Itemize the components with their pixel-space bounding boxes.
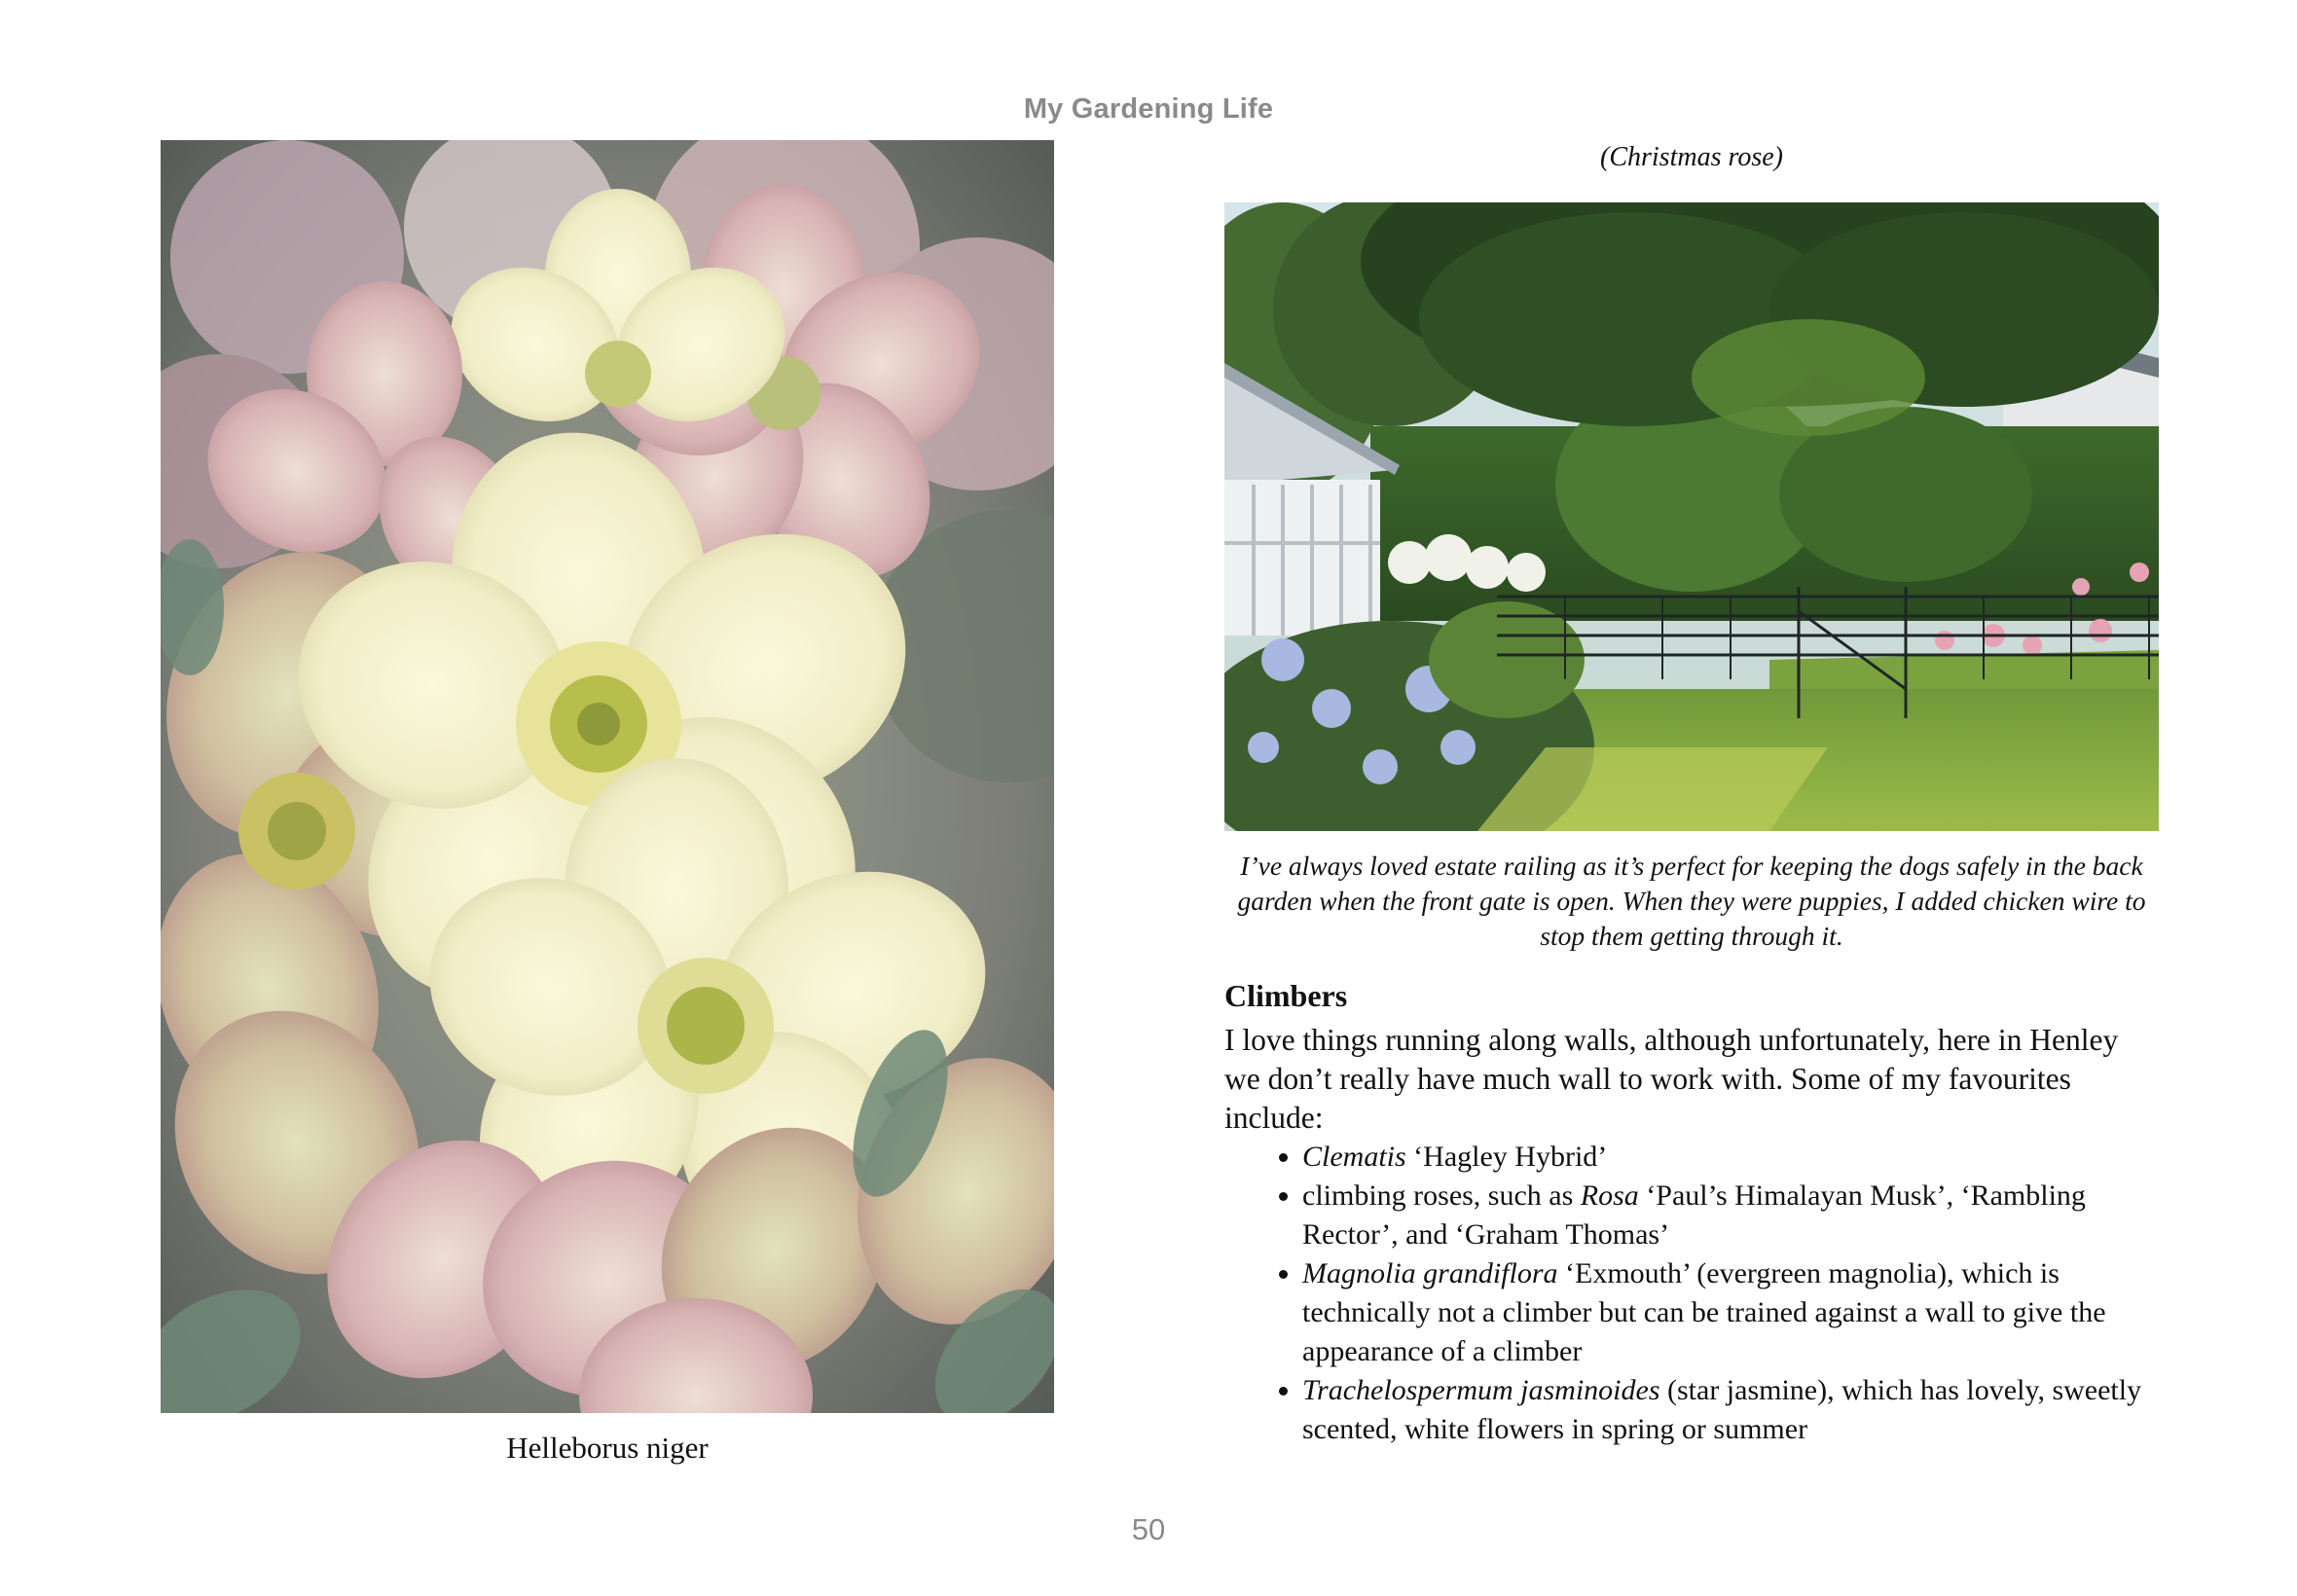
page-number: 50 <box>1131 1512 1166 1546</box>
list-item <box>1302 1254 2159 1371</box>
section-heading: Climbers <box>1224 978 1348 1013</box>
plant-name: Trachelospermum jasminoides <box>1302 1374 1660 1406</box>
climbers-section <box>1224 976 2159 1449</box>
garden-photo <box>1224 202 2159 831</box>
climbers-list <box>1224 1138 2159 1449</box>
plant-name: Clematis <box>1302 1141 1406 1173</box>
plant-description: ‘Exmouth’ (evergreen magnolia), which is technically not a climber but can be trained against a wall to give the appearance of a climber <box>1302 1257 2106 1367</box>
plant-name: Magnolia grandiflora <box>1302 1257 1558 1289</box>
hellebore-photo <box>161 140 1054 1413</box>
plant-description: (star jasmine), which has lovely, sweetly scented, white flowers in spring or summer <box>1302 1374 2142 1445</box>
list-item <box>1302 1371 2159 1449</box>
plant-description: ‘Paul’s Himalayan Musk’, ‘Rambling Rector’, and ‘Graham Thomas’ <box>1302 1179 2086 1251</box>
book-title[interactable]: My Gardening Life <box>1023 93 1274 125</box>
list-item <box>1302 1138 2159 1177</box>
photo-caption-left: Helleborus niger <box>506 1431 709 1465</box>
garden-illustration <box>1224 202 2159 831</box>
plant-name: Rosa <box>1580 1179 1639 1212</box>
section-intro: I love things running along walls, although unfortunately, here in Henley we don’t really have much wall to work with. Some of my favourites include: <box>1224 1023 2119 1135</box>
top-caption-right: (Christmas rose) <box>1600 142 1783 172</box>
hellebore-illustration <box>161 140 1054 1413</box>
plant-prefix: climbing roses, such as <box>1302 1179 1581 1212</box>
list-item <box>1302 1177 2159 1254</box>
photo-caption-right: I’ve always loved estate railing as it’s perfect for keeping the dogs safely in the back garden when the front gate is open. When they were puppies, I added chicken wire to stop them getting through it. <box>1237 851 2146 951</box>
plant-description: ‘Hagley Hybrid’ <box>1405 1141 1608 1173</box>
